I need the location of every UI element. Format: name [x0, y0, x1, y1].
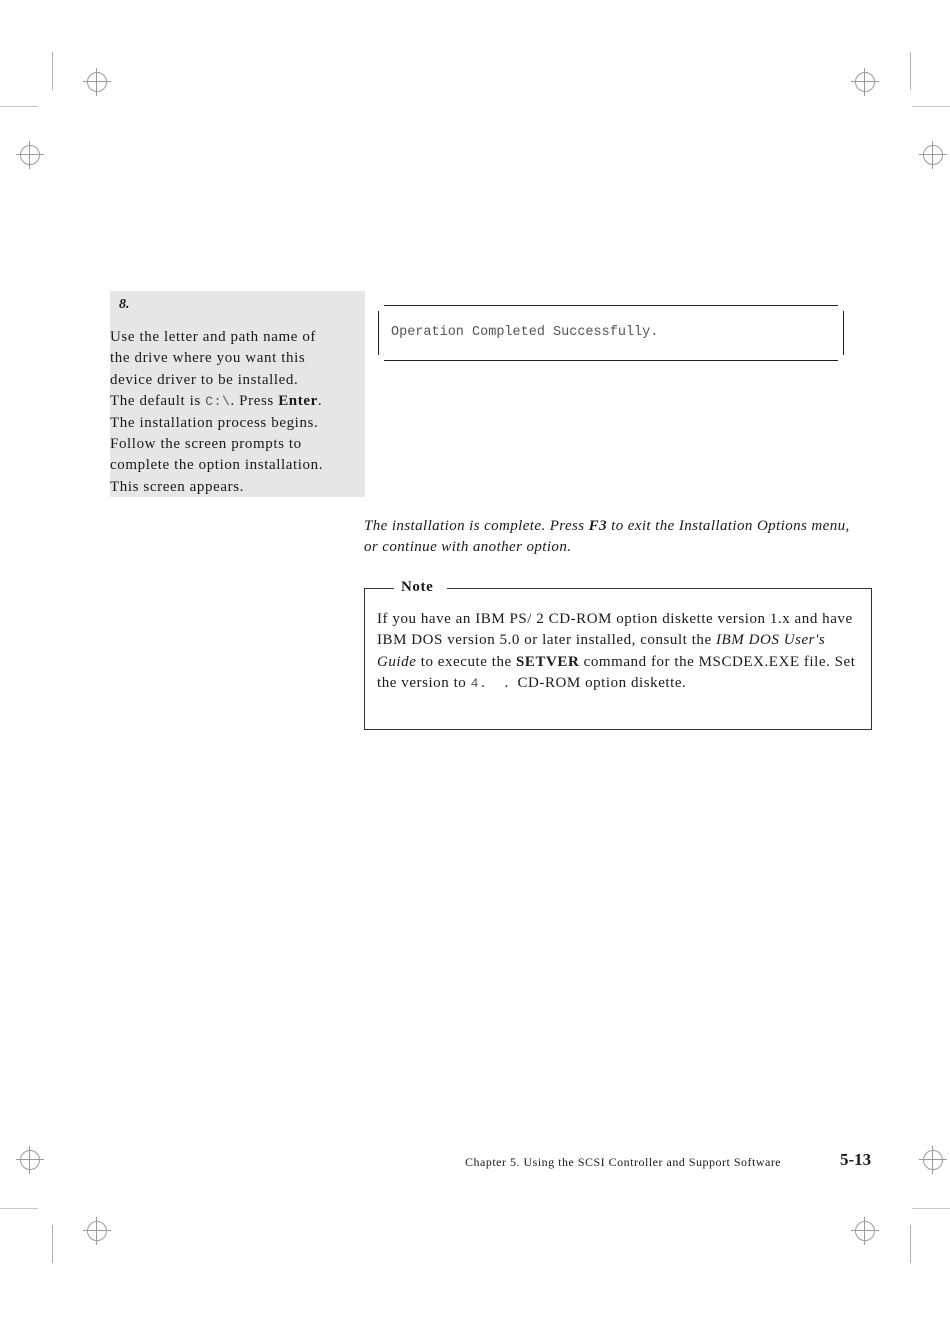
guide-title: IBM DOS User's Guide: [377, 632, 826, 670]
note-text-part: If you have an IBM PS/ 2 CD-ROM option diskette version 1.x and have IBM DOS version 5.0 or later installed, consult the: [377, 611, 853, 649]
crop-mark: [52, 1225, 53, 1263]
registration-mark-icon: [87, 72, 107, 92]
version-value: 4.: [470, 676, 488, 692]
completion-text-part: to exit the Installation Options menu, or continue with another option.: [364, 518, 850, 556]
crop-mark: [0, 1208, 38, 1209]
f3-key-label: F3: [588, 518, 607, 534]
step-text-part: Use the letter and path name of the drive where you want this device driver to be installed. The default is: [110, 329, 317, 410]
step-number: 8.: [119, 297, 130, 312]
note-text: [377, 609, 863, 695]
step-text-part: . Press: [230, 393, 279, 410]
enter-key-label: Enter: [278, 393, 318, 410]
setver-command: SETVER: [516, 653, 580, 670]
default-path: C:\: [205, 394, 231, 410]
screen-capture-box: [378, 305, 844, 361]
registration-mark-icon: [855, 72, 875, 92]
registration-mark-icon: [923, 145, 943, 165]
registration-mark-icon: [923, 1150, 943, 1170]
crop-mark: [912, 1208, 950, 1209]
registration-mark-icon: [855, 1221, 875, 1241]
note-text-part: to execute the: [416, 653, 517, 670]
crop-mark: [0, 106, 38, 107]
completion-text-part: The installation is complete. Press: [364, 518, 589, 534]
step-text-part: . The installation process begins. Follow the screen prompts to complete the option installation. This screen appears.: [110, 393, 324, 495]
step-instructions: [110, 327, 362, 498]
note-text-part: . CD-ROM option diskette.: [487, 675, 687, 692]
registration-mark-icon: [20, 145, 40, 165]
note-title: Note: [401, 579, 434, 595]
completion-paragraph: [364, 516, 864, 559]
note-text-part: command for the MSCDEX.EXE file. Set the version to: [377, 653, 856, 692]
crop-mark: [910, 1225, 911, 1263]
registration-mark-icon: [20, 1150, 40, 1170]
registration-mark-icon: [87, 1221, 107, 1241]
page-number: 5-13: [840, 1150, 872, 1169]
footer-chapter: Chapter 5. Using the SCSI Controller and Support Software: [465, 1155, 782, 1169]
crop-mark: [910, 52, 911, 90]
crop-mark: [52, 52, 53, 90]
screen-message: Operation Completed Successfully.: [391, 325, 659, 340]
crop-mark: [912, 106, 950, 107]
